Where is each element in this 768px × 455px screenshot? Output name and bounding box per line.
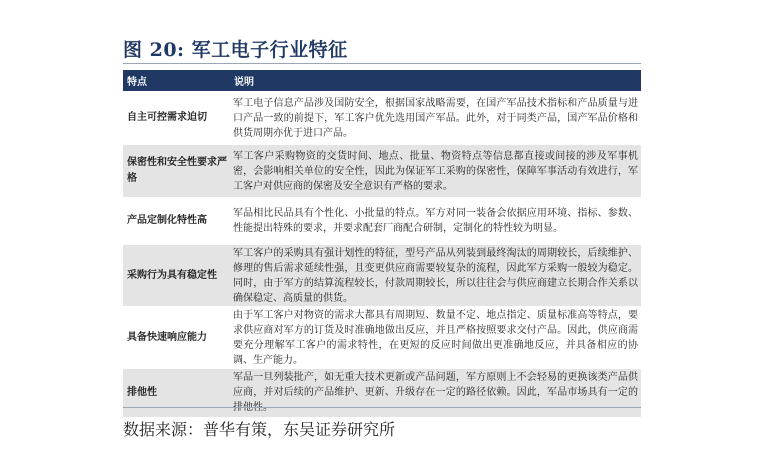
row-description: 由于军工客户对物资的需求大都具有周期短、数量不定、地点指定、质量标准高等特点，要求供应商对军方的订货及时准确地做出反应，并且严格按照要求交付产品。因此，供应商需要充分理解军工客户的需求特性，在更短的反应时间做出更准确地反应，并具备相应的协调、生产能力。 <box>230 307 641 369</box>
table-row <box>123 198 641 245</box>
row-description: 军工电子信息产品涉及国防安全，根据国家战略需要，在国产军品技术指标和产品质量与进口产品一致的前提下，军工客户优先选用国产军品。此外，对于同类产品，国产军品价格和供货周期亦优于进口产品。 <box>230 92 641 145</box>
table-row <box>123 307 641 369</box>
table-row <box>123 92 641 145</box>
title-divider <box>123 63 641 64</box>
source-divider <box>123 407 641 408</box>
header-feature: 特点 <box>123 70 230 92</box>
row-feature: 产品定制化特性高 <box>123 198 230 245</box>
row-description: 军品相比民品具有个性化、小批量的特点。军方对同一装备会依据应用环境、指标、参数、性能提出特殊的要求，并要求配套厂商配合研制，定制化的特性较为明显。 <box>230 198 641 245</box>
header-description: 说明 <box>230 70 641 92</box>
row-description: 军工客户的采购具有强计划性的特征，型号产品从列装到最终淘汰的周期较长，后续维护、修理的售后需求延续性强，且变更供应商需要较复杂的流程，因此军方采购一般较为稳定。同时，由于军方的结算流程较长，付款周期较长，所以往往会与供应商建立长期合作关系以确保稳定、高质量的供货。 <box>230 245 641 307</box>
row-feature: 采购行为具有稳定性 <box>123 245 230 307</box>
row-feature: 自主可控需求迫切 <box>123 92 230 145</box>
row-feature: 保密性和安全性要求严格 <box>123 145 230 198</box>
row-feature: 具备快速响应能力 <box>123 307 230 369</box>
source-note: 数据来源：普华有策，东吴证券研究所 <box>123 420 396 439</box>
features-table <box>123 70 641 417</box>
table-row <box>123 145 641 198</box>
row-description: 军工客户采购物资的交货时间、地点、批量、物资特点等信息都直接或间接的涉及军事机密，会影响相关单位的安全性，因此为保证军工采购的保密性，保障军事活动有效进行，军工客户对供应商的保密及安全意识有严格的要求。 <box>230 145 641 198</box>
table-header-row <box>123 70 641 92</box>
row-description: 军品一旦列装批产，如无重大技术更新或产品问题，军方原则上不会轻易的更换该类产品供应商，并对后续的产品维护、更新、升级存在一定的路径依赖。因此，军品市场具有一定的排他性。 <box>230 369 641 417</box>
figure-title: 图 20: 军工电子行业特征 <box>123 39 348 61</box>
table-row <box>123 245 641 307</box>
row-feature: 排他性 <box>123 369 230 417</box>
table-row <box>123 369 641 417</box>
